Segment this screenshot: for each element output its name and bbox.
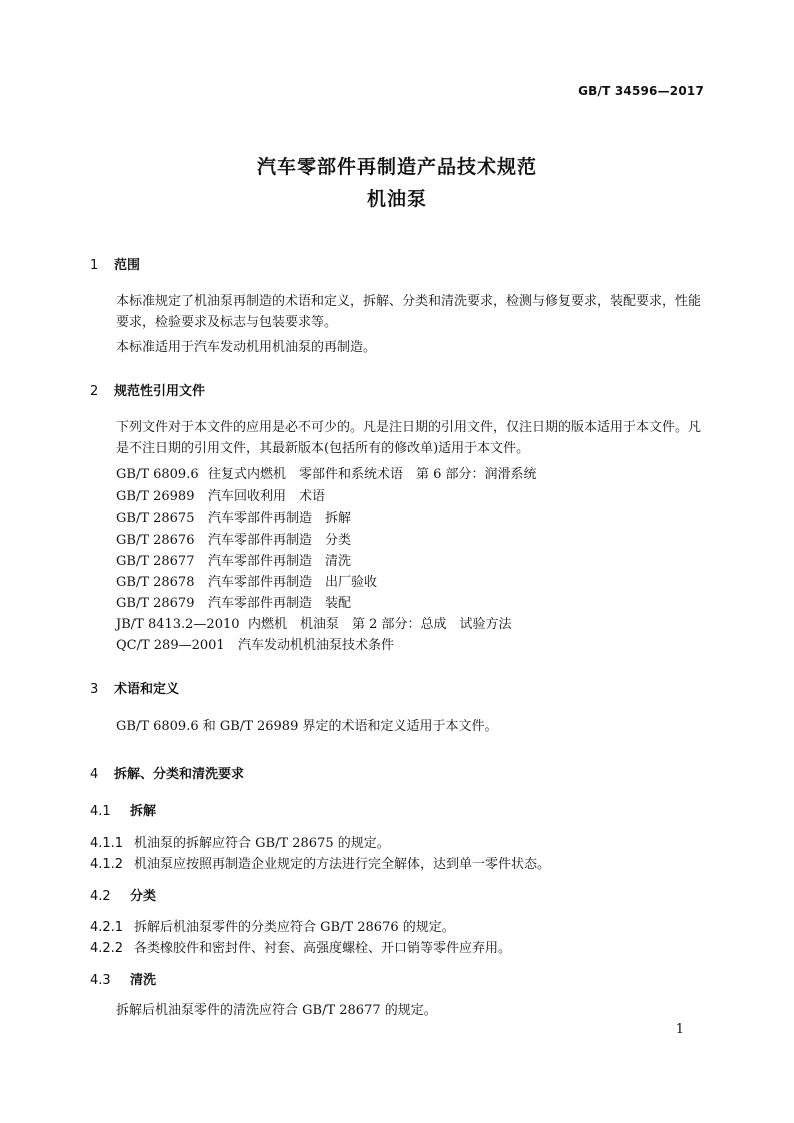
section-3-heading <box>90 678 179 697</box>
section-1-paragraph-1 <box>90 292 706 333</box>
reference-code: QC/T 289—2001 <box>116 638 225 653</box>
clause-text: 拆解后机油泵零件的分类应符合 GB/T 28676 的规定。 <box>134 920 455 935</box>
reference-code: GB/T 28679 <box>116 596 195 611</box>
section-2-heading <box>90 380 205 399</box>
page-number: 1 <box>675 1022 684 1037</box>
reference-code: GB/T 28677 <box>116 554 195 569</box>
reference-code: GB/T 28678 <box>116 575 195 590</box>
reference-item <box>116 571 377 590</box>
reference-code: GB/T 26989 <box>116 489 195 504</box>
reference-item <box>116 634 394 653</box>
clause-4-2-2 <box>90 937 511 956</box>
standard-number: GB/T 34596—2017 <box>578 84 704 98</box>
section-title: 分类 <box>130 889 157 904</box>
reference-item <box>116 485 325 504</box>
reference-item <box>116 550 351 569</box>
clause-4-1-2 <box>90 853 550 872</box>
clause-4-1-1 <box>90 832 390 851</box>
clause-text: 机油泵的拆解应符合 GB/T 28675 的规定。 <box>134 836 390 851</box>
document-subtitle: 机油泵 <box>366 188 427 210</box>
clause-text: 机油泵应按照再制造企业规定的方法进行完全解体，达到单一零件状态。 <box>134 857 551 872</box>
section-1-heading <box>90 254 140 273</box>
section-title: 规范性引用文件 <box>114 384 206 399</box>
section-number: 4.1 <box>90 804 111 819</box>
section-title: 拆解、分类和清洗要求 <box>114 767 245 782</box>
section-4-2-heading <box>90 885 156 904</box>
paragraph-text: GB/T 6809.6 和 GB/T 26989 界定的术语和定义适用于本文件。 <box>116 719 498 734</box>
section-4-3-heading <box>90 969 156 988</box>
paragraph-text: 下列文件对于本文件的应用是必不可少的。凡是注日期的引用文件，仅注日期的版本适用于本文件。凡是不注日期的引用文件，其最新版本(包括所有的修改单)适用于本文件。 <box>116 420 702 456</box>
section-number: 3 <box>90 682 99 697</box>
section-4-1-heading <box>90 800 156 819</box>
section-4-heading <box>90 763 244 782</box>
section-number: 2 <box>90 384 99 399</box>
reference-item <box>116 463 537 482</box>
section-number: 4.3 <box>90 973 111 988</box>
reference-code: JB/T 8413.2—2010 <box>116 617 240 632</box>
paragraph-text: 本标准适用于汽车发动机用机油泵的再制造。 <box>116 340 377 355</box>
reference-name: 汽车零部件再制造 出厂验收 <box>208 575 378 590</box>
paragraph-text: 本标准规定了机油泵再制造的术语和定义，拆解、分类和清洗要求，检测与修复要求，装配要求，性能要求，检验要求及标志与包装要求等。 <box>116 294 702 330</box>
clause-number: 4.2.2 <box>90 941 124 956</box>
reference-item <box>116 507 351 526</box>
section-3-paragraph <box>90 717 706 738</box>
reference-name: 往复式内燃机 零部件和系统术语 第 6 部分：润滑系统 <box>208 467 537 482</box>
section-number: 4 <box>90 767 99 782</box>
paragraph-text: 拆解后机油泵零件的清洗应符合 GB/T 28677 的规定。 <box>116 1003 437 1018</box>
reference-code: GB/T 6809.6 <box>116 467 199 482</box>
reference-item <box>116 529 351 548</box>
section-2-intro <box>90 418 706 459</box>
section-title: 清洗 <box>130 973 157 988</box>
clause-text: 各类橡胶件和密封件、衬套、高强度螺栓、开口销等零件应弃用。 <box>134 941 512 956</box>
section-title: 术语和定义 <box>114 682 180 697</box>
reference-item <box>116 613 512 632</box>
reference-code: GB/T 28675 <box>116 511 195 526</box>
reference-code: GB/T 28676 <box>116 533 195 548</box>
reference-name: 汽车零部件再制造 装配 <box>208 596 352 611</box>
clause-4-2-1 <box>90 916 455 935</box>
reference-name: 汽车零部件再制造 分类 <box>208 533 352 548</box>
reference-name: 汽车发动机机油泵技术条件 <box>238 638 395 653</box>
section-1-paragraph-2 <box>90 338 706 359</box>
document-title: 汽车零部件再制造产品技术规范 <box>256 156 537 178</box>
clause-number: 4.1.1 <box>90 836 124 851</box>
reference-item <box>116 592 351 611</box>
reference-name: 汽车零部件再制造 清洗 <box>208 554 352 569</box>
reference-name: 汽车零部件再制造 拆解 <box>208 511 352 526</box>
clause-number: 4.1.2 <box>90 857 124 872</box>
section-4-3-paragraph <box>90 1001 706 1022</box>
section-title: 范围 <box>114 258 141 273</box>
section-number: 1 <box>90 258 99 273</box>
clause-number: 4.2.1 <box>90 920 124 935</box>
section-number: 4.2 <box>90 889 111 904</box>
section-title: 拆解 <box>130 804 157 819</box>
reference-name: 汽车回收利用 术语 <box>208 489 326 504</box>
reference-name: 内燃机 机油泵 第 2 部分：总成 试验方法 <box>248 617 512 632</box>
